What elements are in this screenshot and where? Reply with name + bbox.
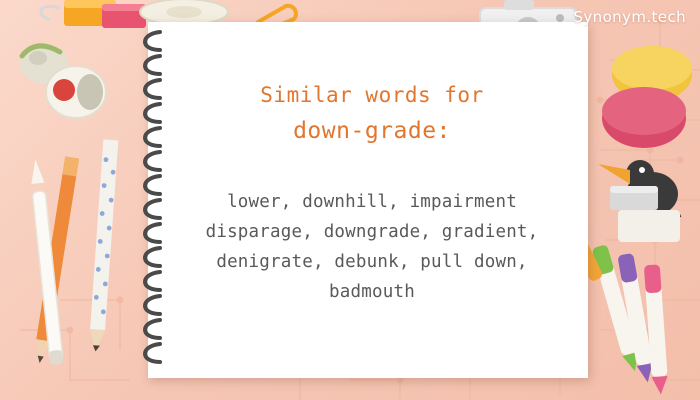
spiral-binding-icon (138, 24, 164, 376)
synonym-line: disparage, downgrade, gradient, (205, 222, 539, 243)
brand-logo[interactable]: Synonym.tech (573, 8, 686, 26)
paint-tube-icon (34, 56, 120, 128)
synonym-line: denigrate, debunk, pull down, (216, 252, 528, 273)
synonym-line: lower, downhill, impairment (227, 192, 517, 213)
notepad-page (148, 22, 588, 378)
notepad-content (148, 22, 588, 378)
pen-white-icon (0, 150, 110, 380)
search-term: down-grade: (293, 117, 451, 144)
synonym-line: badmouth (329, 282, 415, 303)
synonym-list (182, 187, 562, 307)
page-title: Similar words for (260, 83, 484, 107)
